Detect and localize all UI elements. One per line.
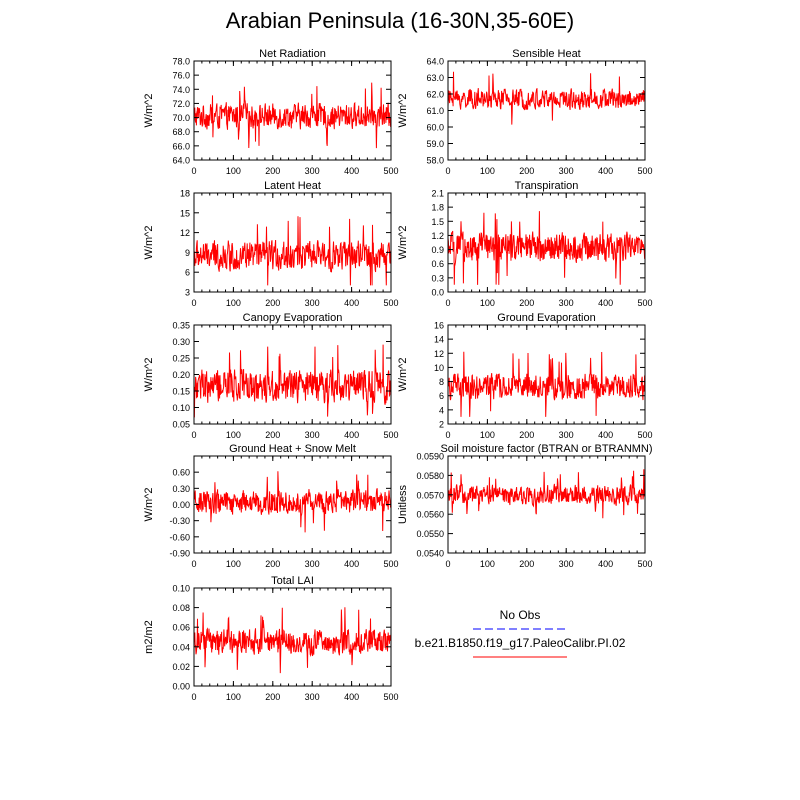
- x-tick-label: 100: [225, 692, 241, 702]
- y-axis-label: W/m^2: [397, 225, 409, 260]
- legend-obs-line: [400, 625, 640, 633]
- x-tick-label: 0: [445, 166, 451, 176]
- panel-4: [143, 312, 399, 440]
- panel-3: [397, 180, 653, 308]
- x-tick-label: 400: [598, 166, 614, 176]
- series-line: [194, 216, 391, 285]
- x-tick-label: 400: [344, 559, 360, 569]
- panel-title: Ground Heat + Snow Melt: [229, 443, 356, 455]
- panel-title: Ground Evaporation: [497, 312, 596, 324]
- x-tick-label: 300: [304, 692, 320, 702]
- y-tick-label: 0.0590: [416, 451, 444, 462]
- y-tick-label: 0.6: [431, 259, 444, 270]
- y-tick-label: 16: [433, 320, 444, 331]
- y-tick-label: 0.20: [172, 370, 190, 380]
- y-tick-label: 0.9: [431, 245, 444, 256]
- y-tick-label: 64.0: [426, 56, 444, 67]
- y-tick-label: 15: [179, 208, 190, 219]
- x-tick-label: 0: [191, 430, 197, 440]
- y-axis-label: Unitless: [397, 484, 409, 525]
- x-tick-label: 0: [191, 166, 197, 176]
- y-tick-label: 0.25: [172, 353, 190, 364]
- series-line: [194, 471, 391, 532]
- x-tick-label: 400: [598, 298, 614, 308]
- legend-obs-label: No Obs: [499, 608, 541, 622]
- x-tick-label: 300: [304, 430, 320, 440]
- y-tick-label: 0.15: [172, 386, 190, 397]
- plot-frame: [194, 193, 391, 292]
- y-tick-label: 76.0: [172, 70, 190, 81]
- x-tick-label: 0: [445, 559, 451, 569]
- y-tick-label: 4: [438, 405, 444, 416]
- x-tick-label: 500: [637, 166, 653, 176]
- panel-title: Transpiration: [514, 180, 579, 192]
- y-tick-label: 2.1: [431, 188, 444, 199]
- panel-title: Sensible Heat: [512, 48, 581, 60]
- panel-title: Canopy Evaporation: [242, 312, 343, 324]
- plot-frame: [448, 325, 645, 424]
- x-tick-label: 500: [383, 298, 399, 308]
- y-tick-label: 63.0: [426, 73, 444, 83]
- x-tick-label: 300: [304, 166, 320, 176]
- x-tick-label: 400: [344, 692, 360, 702]
- y-tick-label: -0.30: [169, 516, 190, 527]
- plot-frame: [448, 61, 645, 160]
- y-tick-label: 6: [184, 267, 190, 278]
- x-tick-label: 100: [479, 166, 495, 176]
- panel-5: [397, 312, 653, 440]
- x-tick-label: 300: [558, 298, 574, 308]
- series-line: [448, 72, 645, 125]
- legend-model-label: b.e21.B1850.f19_g17.PaleoCalibr.PI.02: [414, 636, 626, 650]
- y-axis-label: W/m^2: [143, 487, 155, 522]
- panel-title: Soil moisture factor (BTRAN or BTRANMN): [440, 443, 653, 455]
- y-axis-label: W/m^2: [143, 93, 155, 128]
- y-tick-label: 0.0580: [416, 470, 444, 481]
- y-tick-label: 0.0560: [416, 509, 444, 520]
- y-tick-label: 14: [433, 334, 444, 345]
- y-tick-label: 0.3: [431, 273, 444, 284]
- x-tick-label: 400: [598, 559, 614, 569]
- x-tick-label: 500: [383, 430, 399, 440]
- x-tick-label: 100: [225, 559, 241, 569]
- y-tick-label: 0.08: [172, 603, 190, 614]
- x-tick-label: 0: [191, 298, 197, 308]
- x-tick-label: 500: [383, 692, 399, 702]
- y-tick-label: 72.0: [172, 98, 190, 109]
- x-tick-label: 400: [598, 430, 614, 440]
- y-tick-label: 10: [433, 362, 444, 373]
- y-tick-label: 12: [433, 348, 444, 359]
- y-tick-label: 2: [438, 419, 444, 430]
- legend-model-line: [400, 650, 640, 662]
- panel-title: Net Radiation: [259, 48, 326, 60]
- x-tick-label: 200: [265, 298, 281, 308]
- y-tick-label: 60.0: [426, 122, 444, 133]
- x-tick-label: 500: [383, 166, 399, 176]
- x-tick-label: 200: [519, 166, 535, 176]
- x-tick-label: 500: [637, 430, 653, 440]
- y-tick-label: 0.35: [172, 320, 190, 331]
- y-tick-label: 1.5: [431, 216, 444, 227]
- y-tick-label: 68.0: [172, 127, 190, 138]
- y-tick-label: 9: [184, 247, 190, 258]
- series-line: [448, 352, 645, 417]
- y-axis-label: W/m^2: [143, 357, 155, 392]
- series-line: [448, 469, 645, 518]
- x-tick-label: 200: [265, 559, 281, 569]
- x-tick-label: 200: [519, 298, 535, 308]
- y-tick-label: 0.60: [172, 467, 190, 478]
- panel-1: [397, 48, 653, 176]
- x-tick-label: 0: [191, 559, 197, 569]
- y-tick-label: 0.0550: [416, 529, 444, 540]
- y-tick-label: -0.90: [169, 548, 190, 559]
- x-tick-label: 400: [344, 430, 360, 440]
- y-axis-label: W/m^2: [143, 225, 155, 260]
- x-tick-label: 300: [558, 559, 574, 569]
- x-tick-label: 200: [519, 430, 535, 440]
- y-tick-label: 0.05: [172, 419, 190, 430]
- y-tick-label: 74.0: [172, 84, 190, 95]
- y-tick-label: 0.00: [172, 681, 190, 692]
- panel-title: Total LAI: [271, 575, 314, 587]
- y-axis-label: W/m^2: [397, 93, 409, 128]
- panel-7: [397, 443, 653, 569]
- y-tick-label: 0.30: [172, 337, 190, 347]
- y-tick-label: 66.0: [172, 141, 190, 152]
- y-tick-label: 0.0540: [416, 548, 444, 559]
- series-line: [194, 345, 391, 418]
- legend: [400, 608, 640, 665]
- y-axis-label: W/m^2: [397, 357, 409, 392]
- x-tick-label: 100: [225, 298, 241, 308]
- y-tick-label: 0.30: [172, 483, 190, 494]
- series-line: [448, 211, 645, 285]
- panel-8: [143, 575, 399, 702]
- y-tick-label: 0.0570: [416, 490, 444, 501]
- y-tick-label: -0.60: [169, 532, 190, 543]
- panel-title: Latent Heat: [264, 180, 321, 192]
- x-tick-label: 300: [558, 430, 574, 440]
- x-tick-label: 100: [479, 430, 495, 440]
- y-tick-label: 0.00: [172, 500, 190, 510]
- x-tick-label: 100: [479, 559, 495, 569]
- x-tick-label: 200: [265, 166, 281, 176]
- y-axis-label: m2/m2: [143, 620, 155, 654]
- y-tick-label: 0.10: [172, 403, 190, 413]
- y-tick-label: 62.0: [426, 89, 444, 100]
- x-tick-label: 100: [225, 430, 241, 440]
- x-tick-label: 400: [344, 166, 360, 176]
- x-tick-label: 0: [445, 298, 451, 308]
- y-tick-label: 18: [179, 188, 190, 199]
- y-tick-label: 1.8: [431, 202, 444, 213]
- y-tick-label: 3: [184, 287, 190, 298]
- y-tick-label: 70.0: [172, 113, 190, 124]
- y-tick-label: 78.0: [172, 56, 190, 67]
- y-tick-label: 0.06: [172, 622, 190, 633]
- y-tick-label: 0.02: [172, 661, 190, 672]
- panel-6: [143, 443, 399, 569]
- y-tick-label: 61.0: [426, 106, 444, 116]
- y-tick-label: 0.10: [172, 583, 190, 594]
- x-tick-label: 300: [304, 559, 320, 569]
- x-tick-label: 500: [637, 559, 653, 569]
- x-tick-label: 0: [191, 692, 197, 702]
- series-line: [194, 607, 391, 673]
- y-tick-label: 6: [438, 391, 444, 402]
- figure-title: Arabian Peninsula (16-30N,35-60E): [225, 8, 575, 33]
- panel-0: [143, 48, 399, 176]
- y-tick-label: 0.0: [431, 287, 444, 298]
- y-tick-label: 59.0: [426, 139, 444, 149]
- x-tick-label: 0: [445, 430, 451, 440]
- x-tick-label: 500: [383, 559, 399, 569]
- y-tick-label: 64.0: [172, 155, 190, 166]
- y-tick-label: 12: [179, 228, 190, 239]
- x-tick-label: 500: [637, 298, 653, 308]
- y-tick-label: 58.0: [426, 155, 444, 166]
- x-tick-label: 100: [479, 298, 495, 308]
- x-tick-label: 400: [344, 298, 360, 308]
- x-tick-label: 200: [265, 692, 281, 702]
- panel-2: [143, 180, 399, 308]
- series-line: [194, 83, 391, 149]
- x-tick-label: 100: [225, 166, 241, 176]
- x-tick-label: 300: [304, 298, 320, 308]
- y-tick-label: 0.04: [172, 642, 190, 653]
- x-tick-label: 200: [265, 430, 281, 440]
- x-tick-label: 200: [519, 559, 535, 569]
- y-tick-label: 8: [438, 377, 444, 388]
- y-tick-label: 1.2: [431, 230, 444, 241]
- x-tick-label: 300: [558, 166, 574, 176]
